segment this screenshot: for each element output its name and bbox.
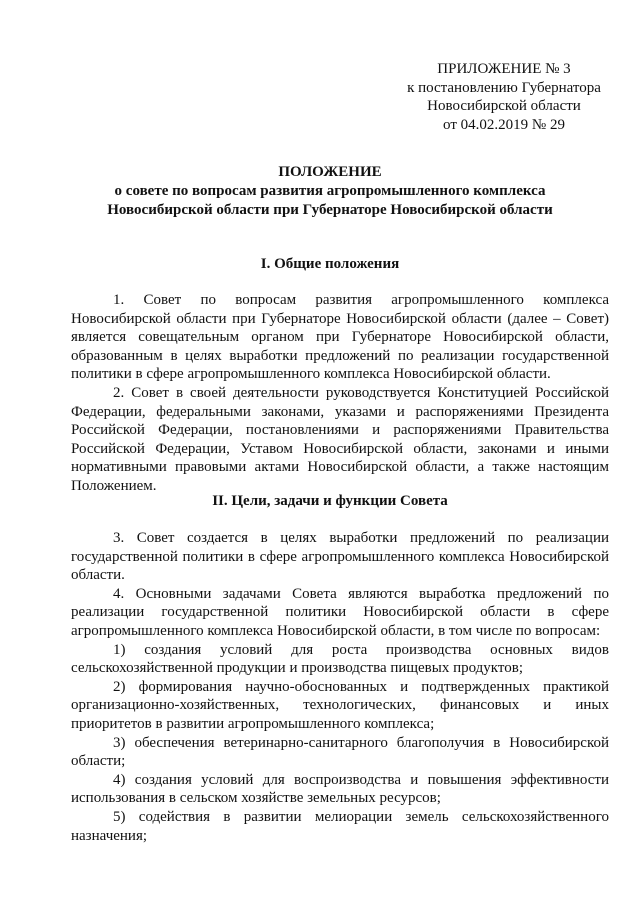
paragraph-3: 3. Совет создается в целях выработки предложений по реализации государственной политики в сфере агропромышленного комплекса Новосибирской области. <box>71 530 609 584</box>
paragraph-2: 2. Совет в своей деятельности руководствуется Конституцией Российской Федерации, федеральными законами, указами и распоряжениями Президента Российской Федерации, постановлениями и распоряжениями Правительства Российской Федерации, Уставом Новосибирской области, законами и иными нормативными правовыми актами Новосибирской области, а также настоящим Положением. <box>71 384 609 494</box>
list-item-2: 2) формирования научно-обоснованных и подтвержденных практикой организационно-хозяйственных, технологических, финансовых и иных приоритетов в развитии агропромышленного комплекса; <box>71 678 609 732</box>
list-item-4: 4) создания условий для воспроизводства и повышения эффективности использования в сельском хозяйстве земельных ресурсов; <box>71 771 609 807</box>
list-item-5: 5) содействия в развитии мелиорации земель сельскохозяйственного назначения; <box>71 808 609 844</box>
paragraph-1: 1. Совет по вопросам развития агропромышленного комплекса Новосибирской области при Губернаторе Новосибирской области (далее – Совет) является совещательным органом при Губернаторе Новосибирской области, образованным в целях выработки предложений по реализации государственной политики в сфере агропромышленного комплекса Новосибирской области. <box>71 292 609 383</box>
section-2-heading: II. Цели, задачи и функции Совета <box>212 493 448 509</box>
title-main: ПОЛОЖЕНИЕ <box>278 164 382 180</box>
section-1-heading: I. Общие положения <box>260 256 400 272</box>
document-title <box>60 163 600 220</box>
title-subtitle-line1: о совете по вопросам развития агропромышленного комплекса <box>114 183 546 199</box>
approval-header <box>395 60 613 134</box>
appendix-label: ПРИЛОЖЕНИЕ № 3 <box>437 61 571 77</box>
resolution-date-number: от 04.02.2019 № 29 <box>443 116 565 133</box>
title-subtitle-line2: Новосибирской области при Губернаторе Новосибирской области <box>107 202 553 218</box>
list-item-3: 3) обеспечения ветеринарно-санитарного благополучия в Новосибирской области; <box>71 734 609 770</box>
section-1-body <box>71 291 609 496</box>
list-item-1: 1) создания условий для роста производства основных видов сельскохозяйственной продукции и производства пищевых продуктов; <box>71 641 609 677</box>
paragraph-4: 4. Основными задачами Совета являются выработка предложений по реализации государственной политики Новосибирской области в сфере агропромышленного комплекса Новосибирской области, в том числе по вопросам: <box>71 585 609 639</box>
region-name: Новосибирской области <box>427 98 581 114</box>
section-2-body <box>71 529 609 845</box>
resolution-reference: к постановлению Губернатора <box>407 79 601 96</box>
